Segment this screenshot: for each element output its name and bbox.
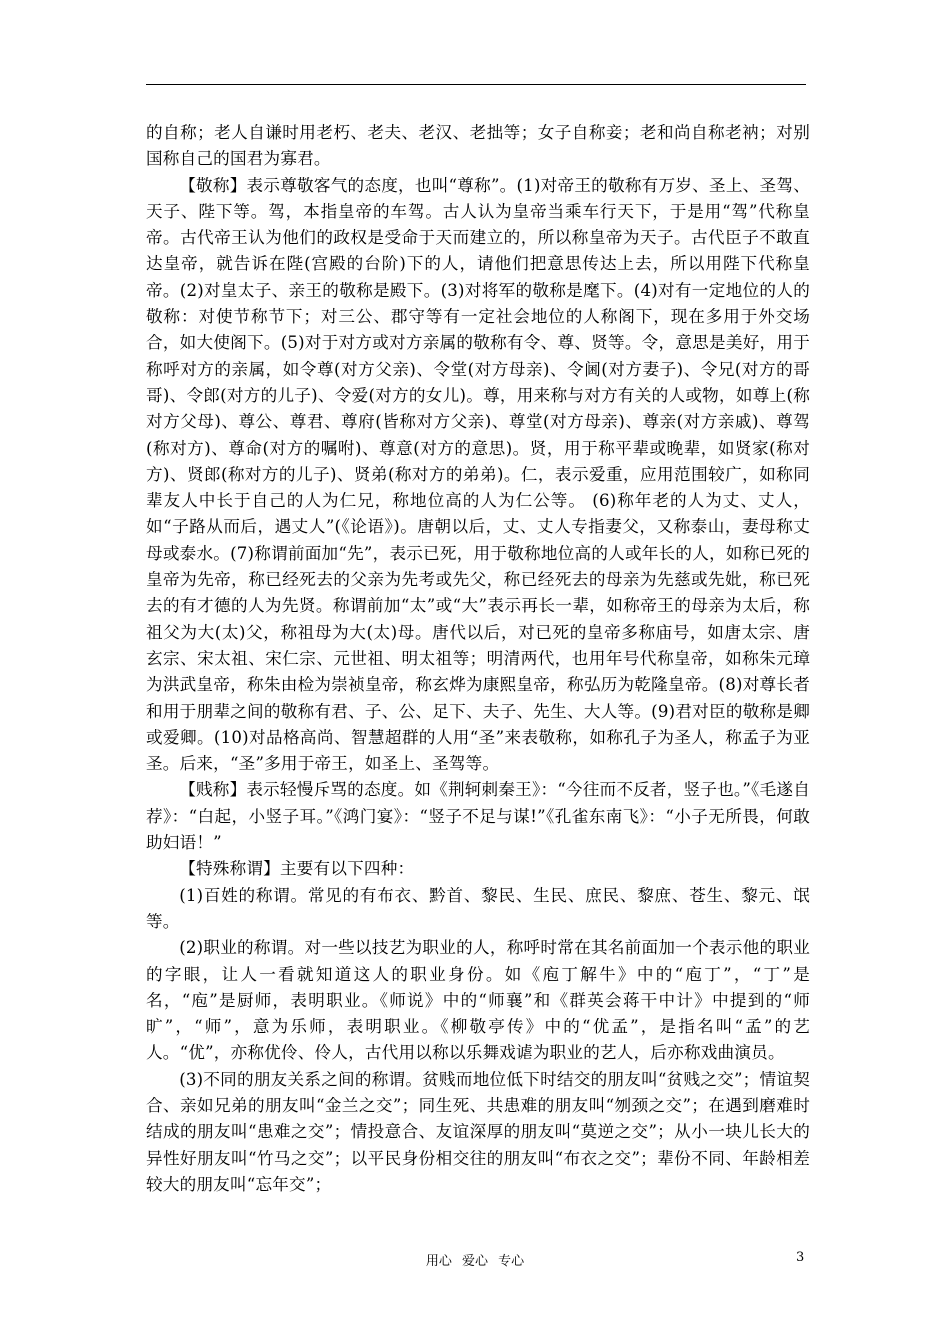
document-body [146,120,810,1198]
page-number: 3 [796,1250,805,1265]
paragraph-continuation: 的自称；老人自谦时用老朽、老夫、老汉、老拙等；女子自称妾；老和尚自称老衲；对别国称自己的国君为寡君。 [146,123,810,169]
paragraph-honorific-titles: 【敬称】表示尊敬客气的态度，也叫“尊称”。(1)对帝王的敬称有万岁、圣上、圣驾、天子、陛下等。驾，本指皇帝的车驾。古人认为皇帝当乘车行天下，于是用“驾”代称皇帝。古代帝王认为他们的政权是受命于天而建立的，所以称皇帝为天子。古代臣子不敢直达皇帝，就告诉在陛(宫殿的台阶)下的人，请他们把意思传达上去，所以用陛下代称皇帝。(2)对皇太子、亲王的敬称是殿下。(3)对将军的敬称是麾下。(4)对有一定地位的人的敬称：对使节称节下；对三公、郡守等有一定社会地位的人称阁下，现在多用于外交场合，如大使阁下。(5)对于对方或对方亲属的敬称有令、尊、贤等。令，意思是美好，用于称呼对方的亲属，如令尊(对方父亲)、令堂(对方母亲)、令阃(对方妻子)、令兄(对方的哥哥)、令郎(对方的儿子)、令爱(对方的女儿)。尊，用来称与对方有关的人或物，如尊上(称对方父母)、尊公、尊君、尊府(皆称对方父亲)、尊堂(对方母亲)、尊亲(对方亲戚)、尊驾(称对方)、尊命(对方的嘱咐)、尊意(对方的意思)。贤，用于称平辈或晚辈，如贤家(称对方)、贤郎(称对方的儿子)、贤弟(称对方的弟弟)。仁，表示爱重，应用范围较广，如称同辈友人中长于自己的人为仁兄，称地位高的人为仁公等。 (6)称年老的人为丈、丈人，如“子路从而后，遇丈人”(《论语》)。唐朝以后，丈、丈人专指妻父，又称泰山，妻母称丈母或泰水。(7)称谓前面加“先”，表示已死，用于敬称地位高的人或年长的人，如称已死的皇帝为先帝，称已经死去的父亲为先考或先父，称已经死去的母亲为先慈或先妣，称已死去的有才德的人为先贤。称谓前加“太”或“大”表示再长一辈，如称帝王的母亲为太后，称祖父为大(太)父，称祖母为大(太)母。唐代以后，对已死的皇帝多称庙号，如唐太宗、唐玄宗、宋太祖、宋仁宗、元世祖、明太祖等；明清两代，也用年号代称皇帝，如称朱元璋为洪武皇帝，称朱由检为崇祯皇帝，称玄烨为康熙皇帝，称弘历为乾隆皇帝。(8)对尊长者和用于朋辈之间的敬称有君、子、公、足下、夫子、先生、大人等。(9)君对臣的敬称是卿或爱卿。(10)对品格高尚、智慧超群的人用“圣”来表敬称，如称孔子为圣人，称孟子为亚圣。后来，“圣”多用于帝王，如圣上、圣驾等。 [146,175,810,774]
header-rule [146,84,806,85]
paragraph-friendship-titles: (3)不同的朋友关系之间的称谓。贫贱而地位低下时结交的朋友叫“贫贱之交”；情谊契合、亲如兄弟的朋友叫“金兰之交”；同生死、共患难的朋友叫“刎颈之交”；在遇到磨难时结成的朋友叫“患难之交”；情投意合、友谊深厚的朋友叫“莫逆之交”；从小一块儿长大的异性好朋友叫“竹马之交”；以平民身份相交往的朋友叫“布衣之交”；辈份不同、年龄相差较大的朋友叫“忘年交”； [146,1069,810,1194]
paragraph-special-titles-intro: 【特殊称谓】主要有以下四种： [179,859,415,879]
footer-motto: 用心 爱心 专心 [425,1254,525,1269]
page-footer [0,1250,950,1270]
paragraph-common-people: (1)百姓的称谓。常见的有布衣、黔首、黎民、生民、庶民、黎庶、苍生、黎元、氓等。 [146,885,810,931]
paragraph-derogatory-titles: 【贱称】表示轻慢斥骂的态度。如《荆轲刺秦王》：“今往而不反者，竖子也。”《毛遂自荐》：“白起，小竖子耳。”《鸿门宴》：“竖子不足与谋!”《孔雀东南飞》：“小子无所畏，何敢助妇语！” [146,780,810,853]
paragraph-occupation-titles: (2)职业的称谓。对一些以技艺为职业的人，称呼时常在其名前面加一个表示他的职业的字眼，让人一看就知道这人的职业身份。如《庖丁解牛》中的“庖丁”，“丁”是名，“庖”是厨师，表明职业。《师说》中的“师襄”和《群英会蒋干中计》中提到的“师旷”，“师”，意为乐师，表明职业。《柳敬亭传》中的“优孟”，是指名叫“孟”的艺人。“优”，亦称优伶、伶人，古代用以称以乐舞戏谑为职业的艺人，后亦称戏曲演员。 [146,938,810,1063]
